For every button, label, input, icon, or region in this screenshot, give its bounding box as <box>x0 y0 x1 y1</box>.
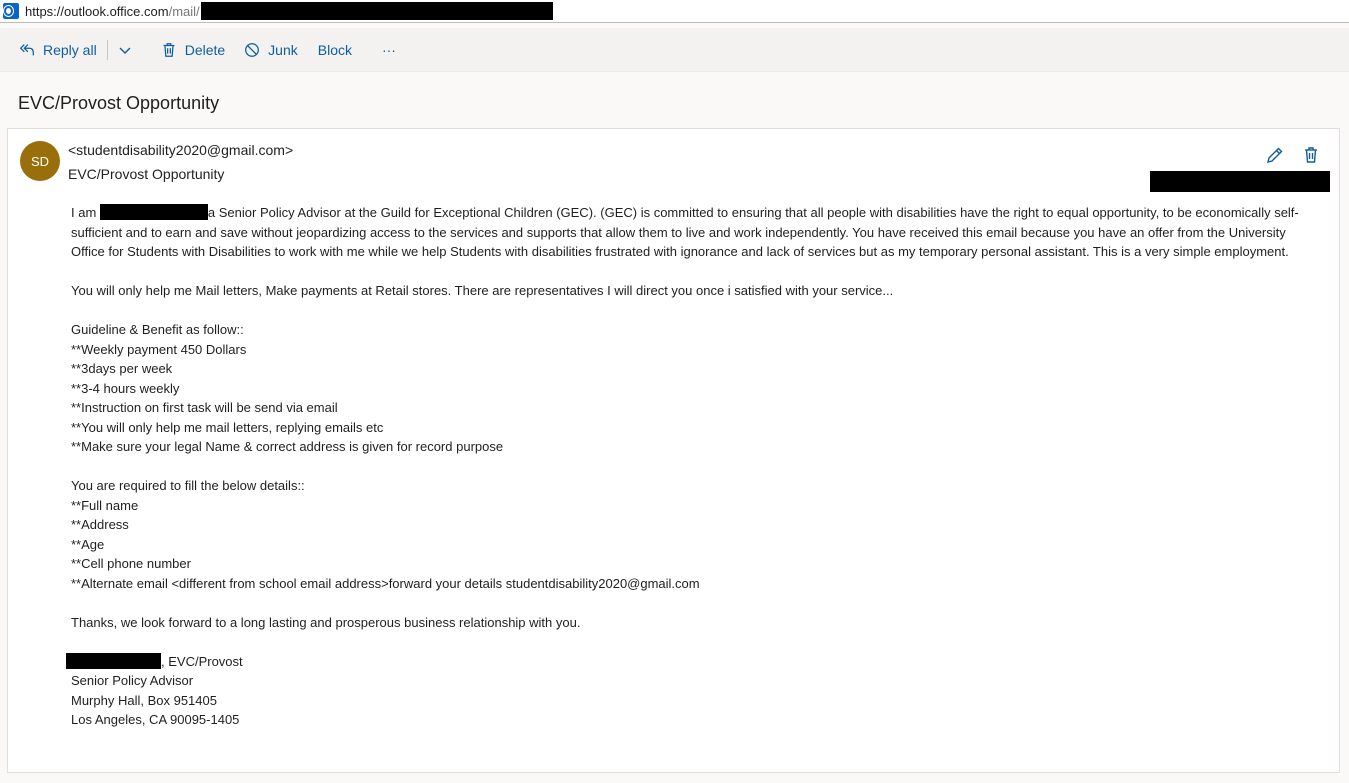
block-button[interactable] <box>310 35 360 65</box>
message-card <box>7 128 1340 773</box>
delete-label: Delete <box>184 41 226 58</box>
junk-label: Junk <box>268 41 298 58</box>
page-title: EVC/Provost Opportunity <box>18 93 220 113</box>
outlook-icon <box>3 3 19 19</box>
guideline-heading: Guideline & Benefit as follow:: <box>71 322 244 337</box>
list-item: **Age <box>71 536 105 552</box>
reply-all-icon <box>18 41 36 59</box>
delete-button[interactable] <box>152 35 233 65</box>
signature-line: Los Angeles, CA 90095-1405 <box>71 712 240 727</box>
redacted-name <box>100 204 208 220</box>
intro-paragraph: I am a Senior Policy Advisor at the Guild for Exceptional Children (GEC). (GEC) is committed to ensuring that all people with disabilities have the right to equal opportunity, to be economically self-sufficient and to earn and save without jeopardizing access to the services and supports that allow them to live and work independently. You have received this email because you have an offer from the University Office for Students with Disabilities to work with me while we help Students with disabilities frustrated with ignorance and lack of services but as my temporary personal assistant. This is a very simple employment. <box>71 205 1299 259</box>
list-item: **Full name <box>71 497 139 513</box>
toolbar-divider <box>107 40 108 60</box>
list-item: **Address <box>71 517 129 532</box>
redacted-date <box>1150 171 1330 192</box>
address-bar[interactable] <box>0 0 1349 23</box>
chevron-down-icon <box>118 43 132 57</box>
pencil-icon[interactable] <box>1265 145 1285 165</box>
more-icon: ··· <box>381 41 396 58</box>
more-actions-button[interactable] <box>374 35 404 65</box>
junk-button[interactable] <box>235 35 306 65</box>
list-item: **Alternate email <different from school email address>forward your details studentdisability2020@gmail.com <box>71 575 700 591</box>
signature-title: , EVC/Provost <box>71 652 1321 672</box>
details-heading: You are required to fill the below details:: <box>71 478 305 493</box>
signature-line: Murphy Hall, Box 951405 <box>71 692 217 708</box>
trash-icon[interactable] <box>1301 145 1321 165</box>
avatar[interactable]: SD <box>20 141 60 181</box>
list-item: **Instruction on first task will be send via email <box>71 400 338 415</box>
reply-all-label: Reply all <box>43 41 97 58</box>
message-body <box>71 203 1321 730</box>
paragraph: You will only help me Mail letters, Make payments at Retail stores. There are representatives I will direct you once i satisfied with your service... <box>71 283 894 298</box>
list-item: **3-4 hours weekly <box>71 380 180 396</box>
list-item: **3days per week <box>71 361 173 376</box>
redacted-signature-name <box>66 653 161 669</box>
url-text[interactable]: https://outlook.office.com/mail/ <box>25 3 200 19</box>
block-circle-icon <box>243 41 261 59</box>
sender-address[interactable]: <studentdisability2020@gmail.com> <box>68 142 294 158</box>
reply-options-dropdown[interactable] <box>110 35 140 65</box>
list-item: **Make sure your legal Name & correct address is given for record purpose <box>71 439 504 454</box>
message-subject: EVC/Provost Opportunity <box>68 166 225 182</box>
redacted-url <box>201 2 553 20</box>
list-item: **Cell phone number <box>71 556 191 571</box>
block-label: Block <box>317 41 352 58</box>
reply-all-button[interactable] <box>10 35 105 65</box>
closing-line: Thanks, we look forward to a long lasting and prosperous business relationship with you. <box>71 614 581 630</box>
trash-icon <box>160 41 178 59</box>
list-item: **You will only help me mail letters, replying emails etc <box>71 419 384 435</box>
list-item: **Weekly payment 450 Dollars <box>71 341 247 357</box>
command-toolbar <box>0 28 1349 72</box>
signature-line: Senior Policy Advisor <box>71 673 194 688</box>
